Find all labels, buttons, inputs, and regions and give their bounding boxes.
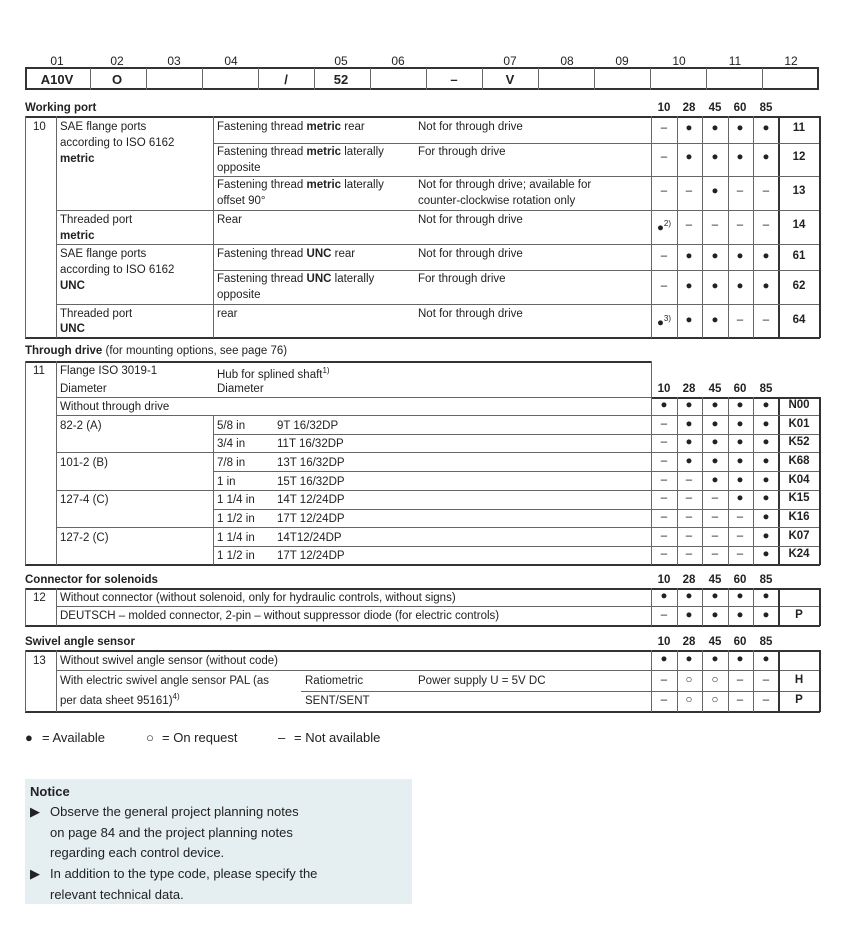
- size-label: 28: [682, 636, 696, 648]
- section-number: 12: [33, 592, 46, 604]
- port-group-label: Threaded port: [60, 214, 133, 226]
- avail-mark: ●$^{3)}$: [656, 314, 672, 329]
- avail-mark: ●: [762, 511, 770, 523]
- avail-mark: –: [660, 151, 668, 163]
- avail-mark: ●: [762, 122, 770, 134]
- diameter: 7/8 in: [217, 457, 246, 469]
- avail-mark: ●: [711, 250, 719, 262]
- avail-mark: ○: [711, 674, 719, 686]
- sensor-type: SENT/SENT: [305, 695, 370, 707]
- order-code: 62: [792, 280, 806, 292]
- avail-mark: –: [711, 219, 719, 231]
- avail-mark: ●: [711, 455, 719, 467]
- code-value: A10V: [40, 72, 74, 87]
- section-title-through-drive: Through drive (for mounting options, see page 76): [25, 345, 288, 357]
- avail-mark: ●: [685, 122, 693, 134]
- drive-desc: Not for through drive: [418, 121, 523, 133]
- position-number: 07: [503, 54, 517, 68]
- port-group-label: UNC: [60, 280, 85, 292]
- order-code: K01: [788, 418, 810, 430]
- sensor-type: Ratiometric: [305, 675, 364, 687]
- size-label: 45: [708, 574, 722, 586]
- avail-mark: –: [685, 530, 693, 542]
- code-value: /: [284, 72, 288, 87]
- section-number: 13: [33, 655, 46, 667]
- column-header: Diameter: [60, 383, 107, 395]
- avail-mark: ●: [762, 280, 770, 292]
- legend-request-text: = On request: [162, 730, 238, 745]
- size-label: 10: [657, 636, 671, 648]
- section-title-working-port: Working port: [25, 102, 97, 114]
- avail-mark: –: [736, 314, 744, 326]
- avail-mark: –: [736, 674, 744, 686]
- avail-mark: ●: [685, 151, 693, 163]
- avail-mark: ●: [711, 436, 719, 448]
- avail-mark: ●: [685, 314, 693, 326]
- drive-desc: Not for through drive: [418, 248, 523, 260]
- avail-mark: ●: [762, 250, 770, 262]
- avail-mark: ●: [711, 122, 719, 134]
- fastening-desc: Rear: [217, 214, 242, 226]
- fastening-desc: rear: [217, 308, 238, 320]
- avail-mark: ●: [736, 151, 744, 163]
- section-title-connector: Connector for solenoids: [25, 574, 158, 586]
- avail-mark: ●: [762, 399, 770, 411]
- avail-mark: ●: [762, 151, 770, 163]
- size-label: 28: [682, 102, 696, 114]
- position-number: 09: [615, 54, 629, 68]
- spline: 9T 16/32DP: [277, 420, 339, 432]
- fastening-desc-line2: offset 90°: [217, 195, 266, 207]
- notice-line: on page 84 and the project planning notes: [50, 824, 293, 840]
- avail-mark: ●: [736, 250, 744, 262]
- avail-mark: ●: [711, 314, 719, 326]
- no-sensor-label: Without swivel angle sensor (without code): [60, 655, 278, 667]
- position-number: 01: [50, 54, 64, 68]
- avail-mark: –: [711, 492, 719, 504]
- avail-mark: –: [660, 609, 668, 621]
- diameter: 1 1/2 in: [217, 513, 255, 525]
- legend-na-icon: –: [278, 730, 286, 745]
- position-number: 11: [728, 54, 742, 68]
- drive-desc: For through drive: [418, 273, 506, 285]
- avail-mark: –: [711, 511, 719, 523]
- avail-mark: –: [660, 474, 668, 486]
- size-label: 10: [657, 574, 671, 586]
- notice-title: Notice: [30, 784, 70, 799]
- bullet-arrow-icon: ▶: [30, 804, 40, 819]
- order-code: 61: [792, 250, 806, 262]
- size-label: 10: [657, 383, 671, 395]
- notice-line: Observe the general project planning notes: [50, 804, 299, 819]
- avail-mark: ○: [685, 674, 693, 686]
- position-number: 12: [784, 54, 798, 68]
- flange-group: 82-2 (A): [60, 420, 102, 432]
- drive-desc: Not for through drive; available for: [418, 179, 592, 191]
- avail-mark: ●: [711, 418, 719, 430]
- size-label: 60: [733, 636, 747, 648]
- avail-mark: –: [736, 548, 744, 560]
- order-code: P: [795, 694, 803, 706]
- port-group-label: SAE flange ports: [60, 248, 147, 260]
- diameter: 5/8 in: [217, 420, 246, 432]
- avail-mark: ●: [685, 590, 693, 602]
- avail-mark: –: [660, 511, 668, 523]
- port-group-label: according to ISO 6162: [60, 137, 175, 149]
- avail-mark: –: [660, 530, 668, 542]
- avail-mark: –: [660, 280, 668, 292]
- port-group-label: according to ISO 6162: [60, 264, 175, 276]
- order-code: 14: [792, 219, 806, 231]
- size-label: 85: [759, 574, 773, 586]
- avail-mark: –: [660, 492, 668, 504]
- with-sensor-label: per data sheet 95161)$^{4)}$: [60, 692, 180, 707]
- port-group-label: UNC: [60, 323, 85, 335]
- flange-group: 127-2 (C): [60, 532, 109, 544]
- avail-mark: –: [736, 530, 744, 542]
- avail-mark: –: [685, 219, 693, 231]
- size-label: 45: [708, 102, 722, 114]
- avail-mark: ●: [711, 474, 719, 486]
- size-label: 60: [733, 383, 747, 395]
- position-number: 03: [167, 54, 181, 68]
- position-number: 10: [672, 54, 686, 68]
- code-value: –: [450, 72, 458, 87]
- avail-mark: ●: [736, 474, 744, 486]
- order-code: K04: [788, 474, 810, 486]
- avail-mark: –: [736, 185, 744, 197]
- order-code: 64: [792, 314, 806, 326]
- notice-line: relevant technical data.: [50, 886, 184, 902]
- with-sensor-label: With electric swivel angle sensor PAL (as: [60, 675, 269, 687]
- size-label: 85: [759, 636, 773, 648]
- code-value: V: [505, 72, 515, 87]
- order-code: K16: [788, 511, 810, 523]
- avail-mark: –: [660, 674, 668, 686]
- avail-mark: –: [660, 250, 668, 262]
- notice-box: [25, 779, 412, 904]
- notice-line: regarding each control device.: [50, 845, 225, 860]
- drive-desc: For through drive: [418, 146, 506, 158]
- avail-mark: ●: [762, 436, 770, 448]
- avail-mark: ●: [711, 653, 719, 665]
- avail-mark: –: [736, 694, 744, 706]
- avail-mark: –: [736, 219, 744, 231]
- avail-mark: ●: [736, 492, 744, 504]
- position-number: 05: [334, 54, 348, 68]
- avail-mark: –: [660, 436, 668, 448]
- section-number: 11: [33, 365, 45, 377]
- avail-mark: –: [660, 185, 668, 197]
- order-code: K07: [788, 530, 810, 542]
- legend-na-text: = Not available: [294, 730, 381, 745]
- avail-mark: ○: [711, 694, 719, 706]
- connector-desc: Without connector (without solenoid, only for hydraulic controls, without signs): [60, 592, 456, 604]
- order-code: K68: [788, 455, 810, 467]
- order-code: H: [794, 674, 804, 686]
- avail-mark: –: [711, 548, 719, 560]
- connector-desc: DEUTSCH – molded connector, 2-pin – without suppressor diode (for electric controls): [60, 610, 500, 622]
- avail-mark: ●: [762, 548, 770, 560]
- diameter: 1 1/2 in: [217, 550, 255, 562]
- avail-mark: ●$^{2)}$: [656, 219, 672, 234]
- no-through-drive-label: Without through drive: [60, 401, 170, 413]
- order-code: 13: [792, 185, 806, 197]
- spline: 14T 12/24DP: [277, 494, 345, 506]
- avail-mark: ●: [711, 399, 719, 411]
- size-label: 28: [682, 574, 696, 586]
- avail-mark: –: [685, 492, 693, 504]
- avail-mark: –: [762, 185, 770, 197]
- avail-mark: –: [762, 694, 770, 706]
- drive-desc: Not for through drive: [418, 308, 523, 320]
- spline: 11T 16/32DP: [277, 438, 344, 450]
- size-label: 60: [733, 102, 747, 114]
- section-title-swivel: Swivel angle sensor: [25, 636, 135, 648]
- drive-desc-line2: counter-clockwise rotation only: [418, 195, 576, 207]
- port-group-label: metric: [60, 230, 95, 242]
- fastening-desc: Fastening thread metric laterally: [217, 146, 384, 158]
- avail-mark: –: [711, 530, 719, 542]
- avail-mark: –: [685, 511, 693, 523]
- avail-mark: ●: [685, 609, 693, 621]
- code-value: O: [111, 72, 123, 87]
- bullet-arrow-icon: ▶: [30, 866, 40, 881]
- size-label: 10: [657, 102, 671, 114]
- avail-mark: ●: [711, 280, 719, 292]
- avail-mark: ●: [736, 653, 744, 665]
- fastening-desc-line2: opposite: [217, 289, 261, 301]
- diameter: 1 in: [217, 476, 236, 488]
- order-code: K24: [788, 548, 810, 560]
- order-code: K52: [788, 436, 810, 448]
- avail-mark: –: [660, 418, 668, 430]
- code-box: [25, 67, 819, 90]
- avail-mark: ●: [711, 185, 719, 197]
- avail-mark: –: [660, 548, 668, 560]
- avail-mark: –: [762, 314, 770, 326]
- order-code: N00: [788, 399, 810, 411]
- avail-mark: –: [762, 219, 770, 231]
- avail-mark: ●: [736, 122, 744, 134]
- size-label: 85: [759, 102, 773, 114]
- avail-mark: ●: [685, 399, 693, 411]
- avail-mark: ●: [736, 399, 744, 411]
- order-code: P: [795, 609, 803, 621]
- avail-mark: ●: [711, 609, 719, 621]
- avail-mark: ●: [736, 609, 744, 621]
- spline: 14T12/24DP: [277, 532, 342, 544]
- avail-mark: ●: [711, 151, 719, 163]
- position-number: 06: [391, 54, 405, 68]
- port-group-label: Threaded port: [60, 308, 133, 320]
- avail-mark: ●: [685, 455, 693, 467]
- avail-mark: ○: [685, 694, 693, 706]
- avail-mark: ●: [762, 609, 770, 621]
- avail-mark: –: [660, 694, 668, 706]
- column-header: Diameter: [217, 383, 264, 395]
- avail-mark: ●: [762, 653, 770, 665]
- position-number: 02: [110, 54, 124, 68]
- fastening-desc: Fastening thread metric laterally: [217, 179, 384, 191]
- spline: 17T 12/24DP: [277, 513, 345, 525]
- avail-mark: ●: [736, 455, 744, 467]
- notice-line: In addition to the type code, please specify the: [50, 866, 318, 881]
- avail-mark: ●: [762, 418, 770, 430]
- size-label: 85: [759, 383, 773, 395]
- fastening-desc: Fastening thread UNC rear: [217, 248, 356, 260]
- order-code: K15: [788, 492, 810, 504]
- diameter: 1 1/4 in: [217, 532, 255, 544]
- flange-group: 101-2 (B): [60, 457, 108, 469]
- avail-mark: ●: [685, 250, 693, 262]
- drive-desc: Not for through drive: [418, 214, 523, 226]
- avail-mark: –: [685, 474, 693, 486]
- avail-mark: ●: [685, 436, 693, 448]
- avail-mark: ●: [736, 280, 744, 292]
- avail-mark: ●: [711, 590, 719, 602]
- avail-mark: ●: [685, 418, 693, 430]
- avail-mark: ●: [762, 455, 770, 467]
- avail-mark: ●: [736, 436, 744, 448]
- column-header: Flange ISO 3019-1: [60, 365, 158, 377]
- position-number: 04: [224, 54, 238, 68]
- avail-mark: –: [736, 511, 744, 523]
- legend-available-text: = Available: [42, 730, 106, 745]
- avail-mark: ●: [762, 530, 770, 542]
- position-number: 08: [560, 54, 574, 68]
- avail-mark: ●: [762, 474, 770, 486]
- avail-mark: –: [762, 674, 770, 686]
- legend-available-icon: ●: [25, 730, 33, 745]
- avail-mark: –: [685, 185, 693, 197]
- avail-mark: ●: [660, 653, 668, 665]
- size-label: 28: [682, 383, 696, 395]
- avail-mark: ●: [660, 399, 668, 411]
- spline: 15T 16/32DP: [277, 476, 345, 488]
- avail-mark: ●: [660, 590, 668, 602]
- port-group-label: SAE flange ports: [60, 121, 147, 133]
- code-value: 52: [333, 72, 349, 87]
- avail-mark: –: [685, 548, 693, 560]
- column-header: Hub for splined shaft$^{1)}$: [217, 366, 330, 381]
- avail-mark: ●: [736, 590, 744, 602]
- fastening-desc-line2: opposite: [217, 162, 261, 174]
- port-group-label: metric: [60, 153, 95, 165]
- spline: 17T 12/24DP: [277, 550, 345, 562]
- size-label: 45: [708, 383, 722, 395]
- order-code: 12: [792, 151, 806, 163]
- avail-mark: –: [660, 122, 668, 134]
- avail-mark: ●: [685, 653, 693, 665]
- diameter: 1 1/4 in: [217, 494, 255, 506]
- flange-group: 127-4 (C): [60, 494, 109, 506]
- spline: 13T 16/32DP: [277, 457, 345, 469]
- avail-mark: ●: [736, 418, 744, 430]
- diameter: 3/4 in: [217, 438, 246, 450]
- avail-mark: –: [660, 455, 668, 467]
- avail-mark: ●: [762, 492, 770, 504]
- size-label: 45: [708, 636, 722, 648]
- fastening-desc: Fastening thread metric rear: [217, 121, 365, 133]
- avail-mark: ●: [685, 280, 693, 292]
- fastening-desc: Fastening thread UNC laterally: [217, 273, 375, 285]
- avail-mark: ●: [762, 590, 770, 602]
- section-number: 10: [33, 121, 46, 133]
- power-supply: Power supply U = 5V DC: [418, 675, 546, 687]
- size-label: 60: [733, 574, 747, 586]
- legend-request-icon: ○: [146, 730, 154, 745]
- order-code: 11: [792, 122, 806, 134]
